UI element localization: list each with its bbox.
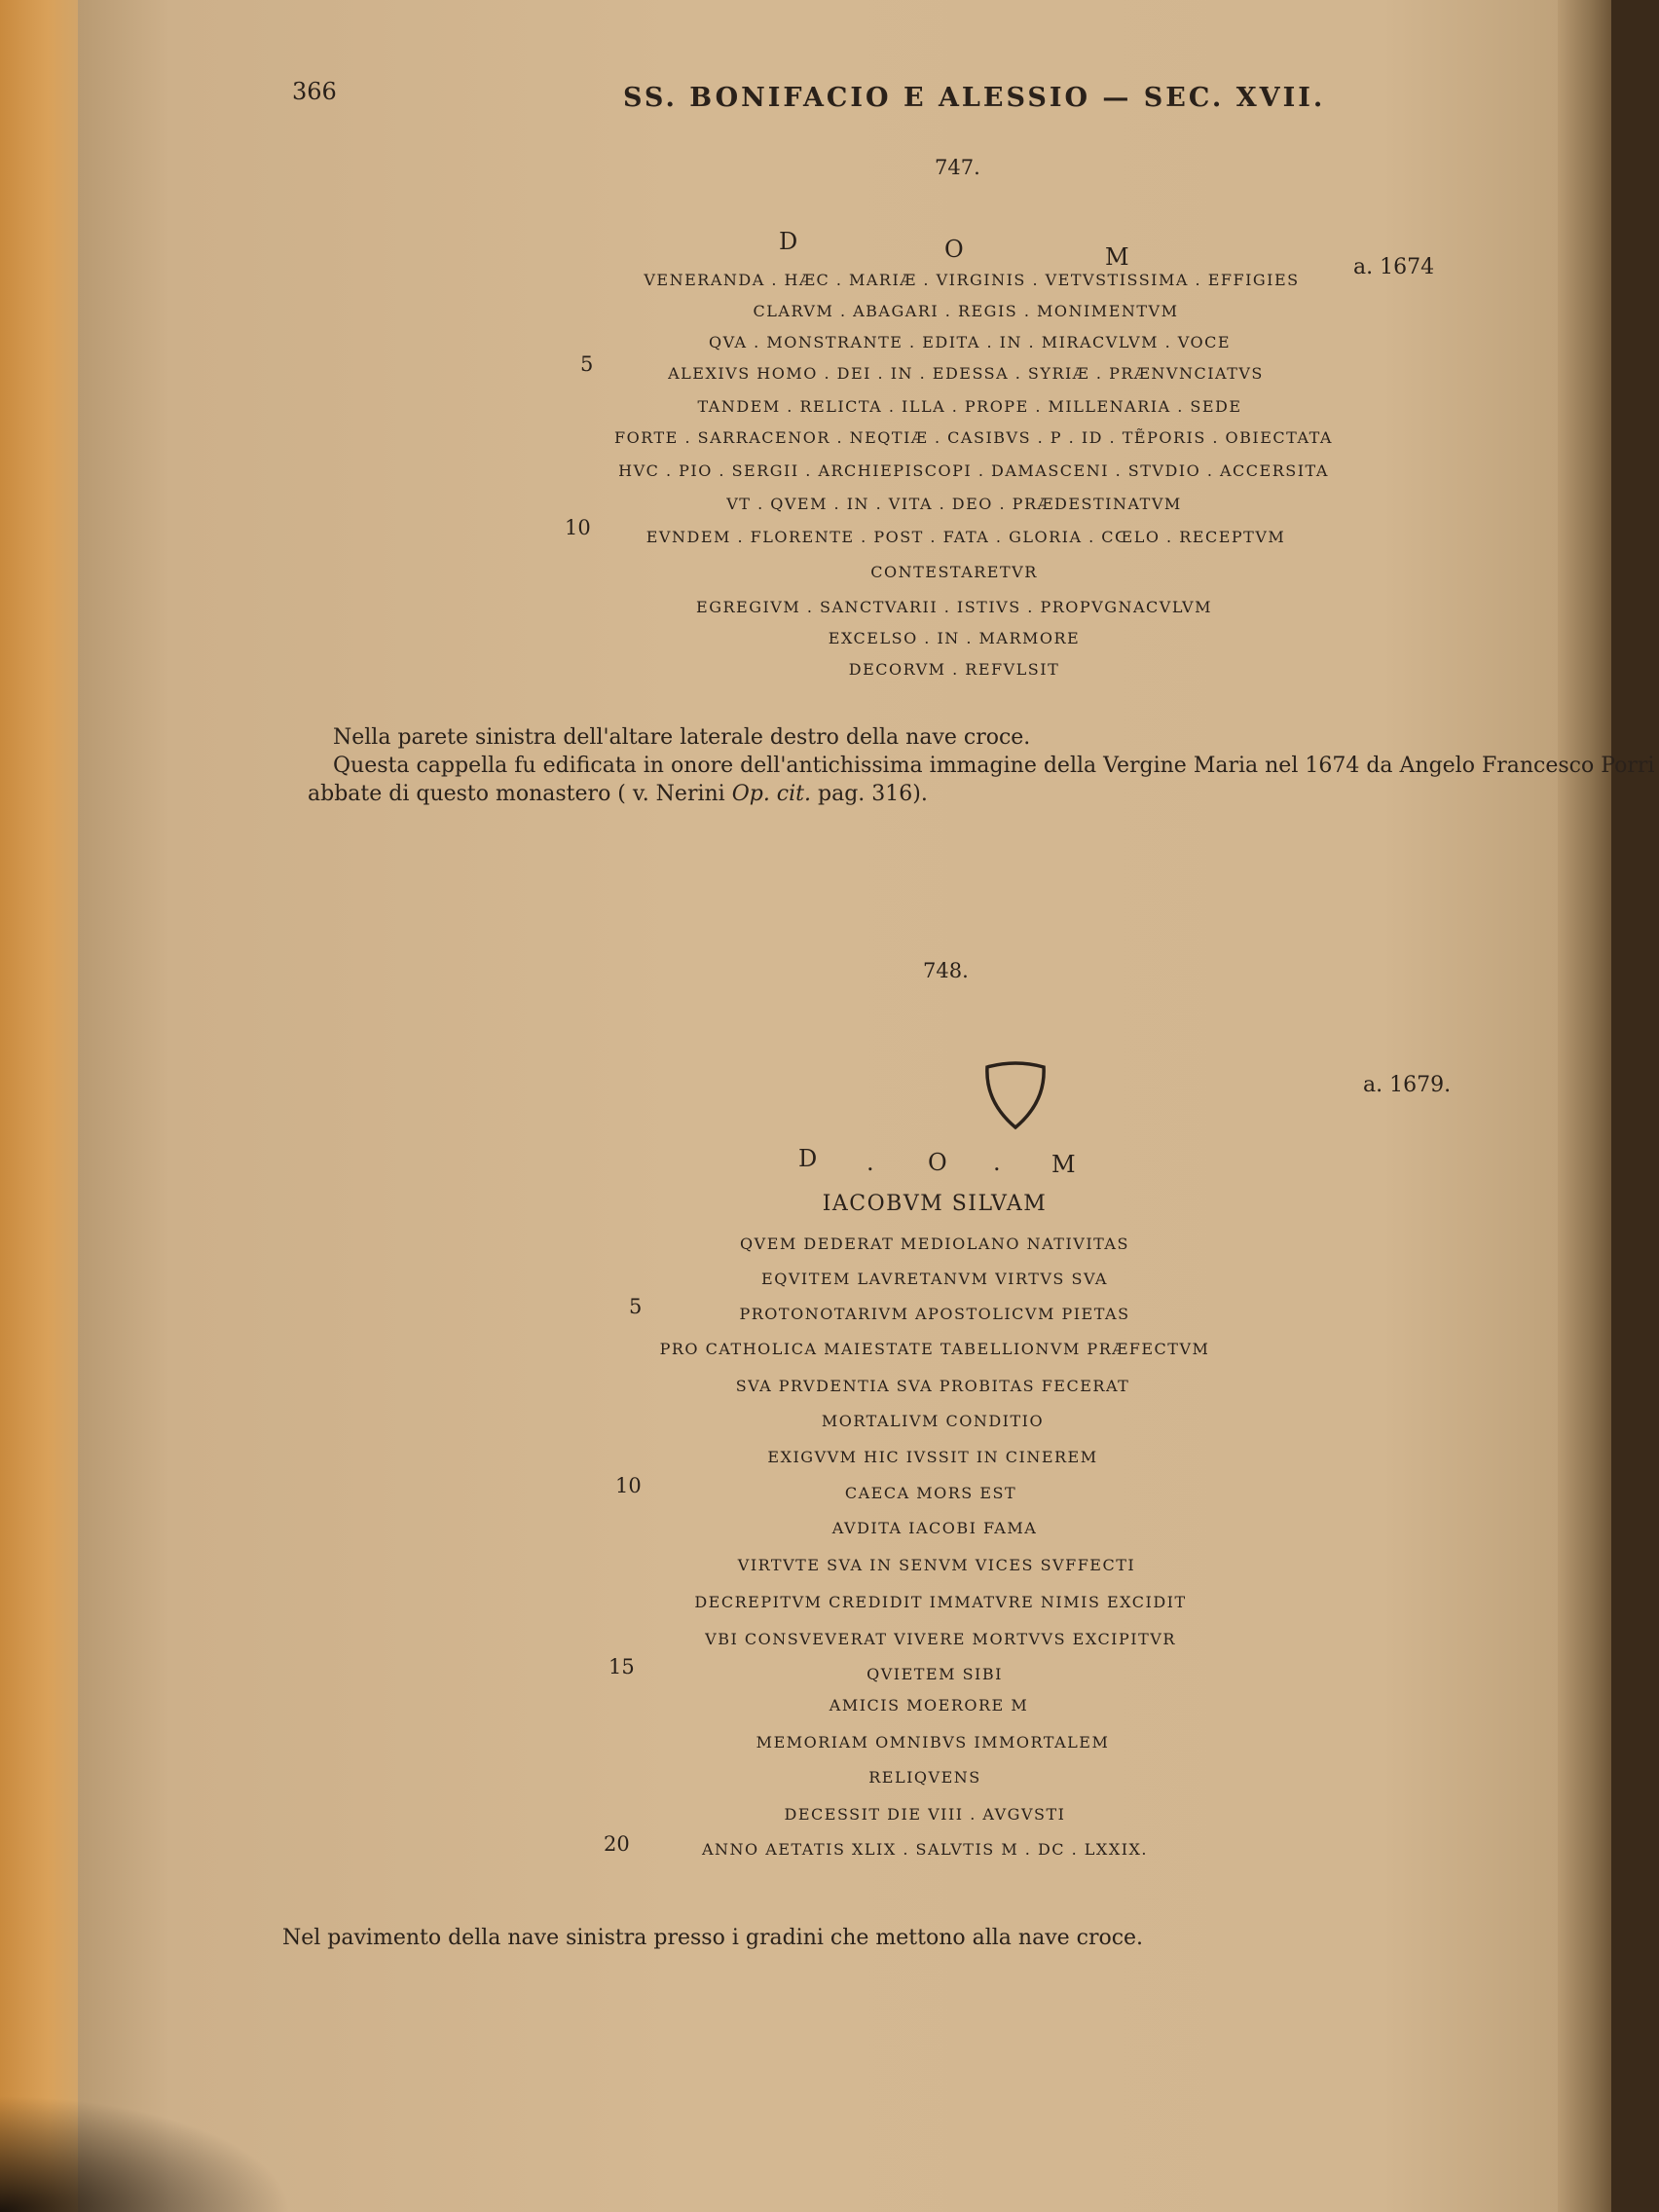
inscription-line: ANNO AETATIS XLIX . SALVTIS M . DC . LXXIX. [702, 1840, 1148, 1859]
inscription-line: FORTE . SARRACENOR . NEQTIÆ . CASIBVS . P . ID . TẼPORIS . OBIECTATA [614, 428, 1333, 447]
inscription-line: SVA PRVDENTIA SVA PROBITAS FECERAT [735, 1377, 1130, 1395]
line-number: 5 [580, 352, 594, 376]
inscription-year: a. 1679. [1363, 1073, 1452, 1097]
line-number: 15 [608, 1655, 635, 1678]
dom-dot: . [866, 1149, 874, 1176]
inscription-line: MORTALIVM CONDITIO [821, 1412, 1045, 1430]
dom-letter: O [944, 236, 964, 263]
dom-letter: M [1051, 1151, 1076, 1178]
inscription-line: PROTONOTARIVM APOSTOLICVM PIETAS [739, 1305, 1130, 1323]
inscription-line: HVC . PIO . SERGII . ARCHIEPISCOPI . DAMASCENI . STVDIO . ACCERSITA [618, 461, 1329, 480]
inscription-line: VT . QVEM . IN . VITA . DEO . PRÆDESTINATVM [726, 495, 1182, 513]
inscription-line: VENERANDA . HÆC . MARIÆ . VIRGINIS . VETVSTISSIMA . EFFIGIES [644, 271, 1300, 289]
photo-shadow [0, 2095, 292, 2212]
inscription-number: 748. [923, 959, 969, 982]
line-number: 20 [604, 1832, 630, 1856]
inscription-year: a. 1674 [1353, 255, 1435, 279]
inscription-line: AVDITA IACOBI FAMA [831, 1519, 1038, 1537]
inscription-line: EXIGVVM HIC IVSSIT IN CINEREM [767, 1448, 1098, 1466]
inscription-line: AMICIS MOERORE M [829, 1696, 1029, 1714]
inscription-line: ALEXIVS HOMO . DEI . IN . EDESSA . SYRIÆ . PRÆNVNCIATVS [668, 364, 1264, 383]
inscription-line: MEMORIAM OMNIBVS IMMORTALEM [756, 1733, 1110, 1751]
inscription-line: EGREGIVM . SANCTVARII . ISTIVS . PROPVGNACVLVM [696, 598, 1212, 616]
dom-letter: D [779, 228, 798, 255]
inscription-line: VBI CONSVEVERAT VIVERE MORTVVS EXCIPITVR [705, 1630, 1176, 1648]
inscription-note: Nel pavimento della nave sinistra presso i gradini che mettono alla nave croce. [282, 1926, 1144, 1950]
inscription-note: abbate di questo monastero ( v. Nerini Op. cit. pag. 316). [308, 782, 928, 806]
running-title: SS. BONIFACIO E ALESSIO — SEC. XVII. [623, 83, 1326, 113]
inscription-note: Questa cappella fu edificata in onore dell'antichissima immagine della Vergine Maria nel 1674 da Angelo Francesco Porri [333, 754, 1655, 778]
dom-dot: . [993, 1149, 1001, 1176]
inscription-number: 747. [935, 156, 980, 179]
book-page [78, 0, 1655, 2212]
inscription-line: QVIETEM SIBI [866, 1665, 1003, 1683]
inscription-line: QVEM DEDERAT MEDIOLANO NATIVITAS [740, 1235, 1129, 1253]
inscription-title-line: IACOBVM SILVAM [822, 1192, 1048, 1216]
inscription-line: EXCELSO . IN . MARMORE [828, 629, 1081, 647]
page-curl-edge [1558, 0, 1611, 2212]
shield-icon [983, 1061, 1048, 1131]
inscription-line: PRO CATHOLICA MAIESTATE TABELLIONVM PRÆFECTVM [659, 1340, 1210, 1358]
inscription-line: QVA . MONSTRANTE . EDITA . IN . MIRACVLVM . VOCE [708, 333, 1232, 351]
inscription-line: DECREPITVM CREDIDIT IMMATVRE NIMIS EXCIDIT [694, 1593, 1187, 1611]
inscription-line: RELIQVENS [868, 1768, 981, 1787]
inscription-line: DECESSIT DIE VIII . AVGVSTI [784, 1805, 1066, 1824]
page-number: 366 [292, 78, 337, 105]
dom-letter: D [798, 1145, 818, 1172]
inscription-line: TANDEM . RELICTA . ILLA . PROPE . MILLENARIA . SEDE [697, 397, 1242, 416]
line-number: 5 [629, 1295, 643, 1318]
line-number: 10 [565, 516, 591, 539]
dom-letter: M [1105, 243, 1129, 271]
inscription-line: CAECA MORS EST [844, 1484, 1017, 1502]
inscription-line: EQVITEM LAVRETANVM VIRTVS SVA [761, 1270, 1108, 1288]
inscription-line: EVNDEM . FLORENTE . POST . FATA . GLORIA . CŒLO . RECEPTVM [645, 528, 1286, 546]
inscription-line: DECORVM . REFVLSIT [848, 660, 1060, 679]
inscription-line: CLARVM . ABAGARI . REGIS . MONIMENTVM [753, 302, 1179, 320]
dom-letter: O [928, 1149, 947, 1176]
inscription-line: VIRTVTE SVA IN SENVM VICES SVFFECTI [737, 1556, 1136, 1574]
inscription-line: CONTESTARETVR [870, 563, 1038, 581]
line-number: 10 [615, 1474, 642, 1497]
inscription-note: Nella parete sinistra dell'altare laterale destro della nave croce. [333, 725, 1031, 750]
